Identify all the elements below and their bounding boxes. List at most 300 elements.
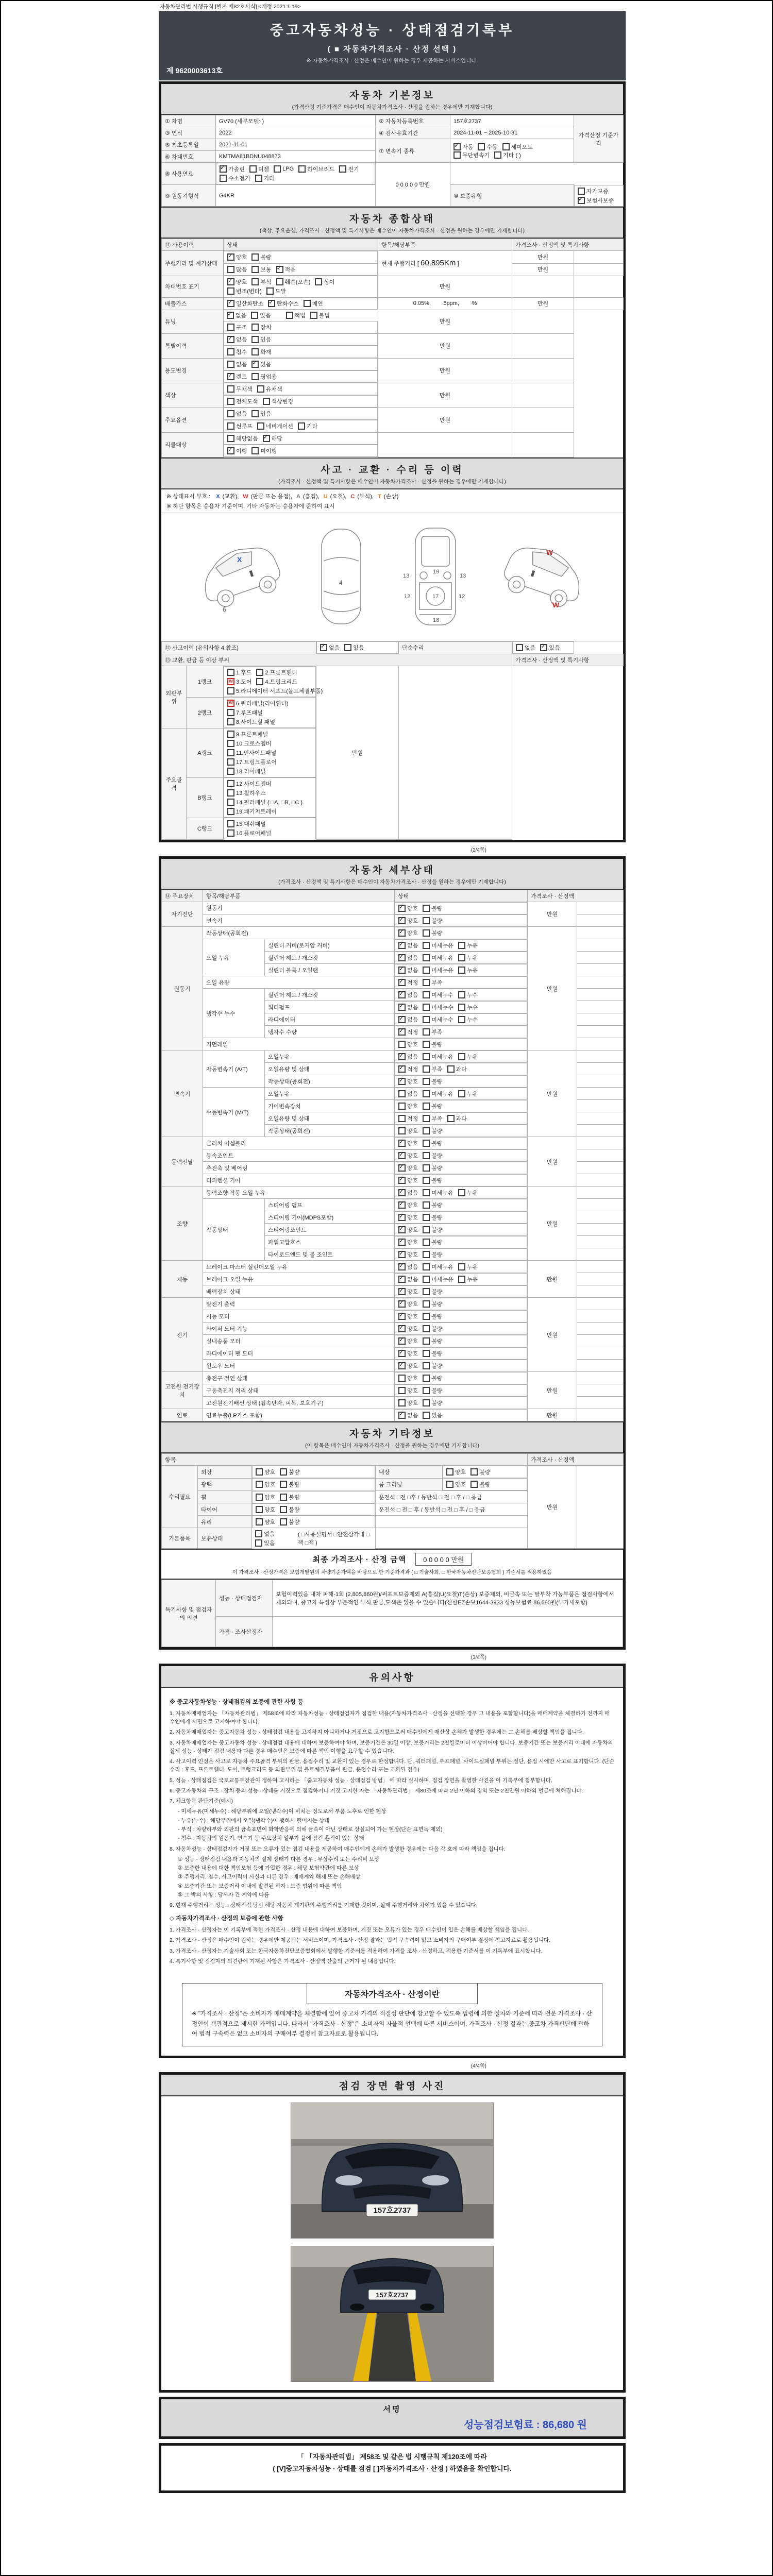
checkbox-icon xyxy=(227,820,234,827)
checkbox[interactable] xyxy=(502,143,533,151)
checkbox[interactable] xyxy=(423,1139,442,1147)
blank-cell xyxy=(577,1409,624,1421)
checkbox[interactable] xyxy=(280,1480,299,1488)
checkbox[interactable] xyxy=(227,385,253,393)
color-label: 색상 xyxy=(162,383,224,408)
checkbox-icon xyxy=(227,749,234,756)
reg-number-label: ② 자동차등록번호 xyxy=(376,115,450,127)
checkbox-checked[interactable] xyxy=(398,1275,418,1283)
checkbox-icon xyxy=(423,1350,430,1357)
checkbox-icon xyxy=(227,731,234,738)
checkbox-label: 부족 xyxy=(431,1029,443,1036)
checkbox[interactable] xyxy=(423,1028,442,1036)
checkbox-checked[interactable] xyxy=(398,1411,418,1419)
checkbox[interactable] xyxy=(423,1374,442,1382)
checkbox[interactable] xyxy=(458,1015,478,1024)
checkbox-label: 없음 xyxy=(329,645,340,651)
confirm-line-2: ( [V]중고자동차성능 · 상태를 점검 [ ]자동차가격조사 · 산정 ) 하였음을 확인합니다. xyxy=(273,2465,512,2473)
checkbox[interactable] xyxy=(423,1411,442,1419)
etc-col2: 가격조사 · 산정액 xyxy=(528,1454,624,1466)
checkbox[interactable] xyxy=(257,422,293,430)
checkbox-checked[interactable] xyxy=(398,1312,418,1320)
checkbox-label: LPG xyxy=(282,166,294,172)
checkbox-label: 수동 xyxy=(486,144,498,150)
checkbox-label: 불량 xyxy=(431,1103,443,1110)
item-label: 스티어링 펌프 xyxy=(265,1199,395,1211)
checkbox[interactable] xyxy=(220,174,250,182)
checkbox[interactable] xyxy=(227,739,271,748)
status-checks xyxy=(395,1050,527,1063)
checkbox[interactable] xyxy=(458,1263,478,1271)
checkbox-label: 누유 xyxy=(466,1276,478,1283)
checkbox-checked[interactable] xyxy=(398,1053,418,1061)
checkbox[interactable] xyxy=(251,253,271,261)
checkbox[interactable] xyxy=(423,1238,442,1246)
checkbox[interactable] xyxy=(251,335,271,344)
checkbox[interactable] xyxy=(398,1374,418,1382)
etc-title: 자동차 기타정보 xyxy=(349,1429,435,1439)
checkbox[interactable] xyxy=(458,991,478,999)
checkbox-icon xyxy=(423,1251,430,1258)
checkbox[interactable] xyxy=(423,1226,442,1234)
mark-icon: W xyxy=(227,678,234,685)
checkbox[interactable] xyxy=(458,1090,478,1098)
checkbox-checked[interactable] xyxy=(398,966,418,974)
checkbox-checked[interactable] xyxy=(251,360,271,368)
status-checks xyxy=(395,1112,527,1125)
checkbox[interactable] xyxy=(227,820,266,828)
checkbox-checked[interactable] xyxy=(227,335,247,344)
checkbox[interactable] xyxy=(423,1090,453,1098)
item-label: 연료누출(LP가스 포함) xyxy=(203,1409,395,1421)
table-row xyxy=(162,902,624,914)
checkbox-icon xyxy=(398,1226,406,1233)
item-label: 배력장치 상태 xyxy=(203,1285,395,1298)
checkbox[interactable] xyxy=(423,1399,442,1407)
checkbox[interactable] xyxy=(227,708,263,717)
checkbox[interactable] xyxy=(227,758,277,766)
checkbox[interactable] xyxy=(256,668,297,676)
checkbox[interactable] xyxy=(398,1399,418,1407)
checkbox-checked[interactable] xyxy=(540,643,560,652)
rankC-items xyxy=(224,818,316,839)
checkbox-label: 훼손(오손) xyxy=(284,279,311,285)
mark-W-box[interactable] xyxy=(227,677,251,686)
checkbox-icon xyxy=(398,1065,406,1073)
checkbox-checked[interactable] xyxy=(398,1337,418,1345)
checkbox-checked[interactable] xyxy=(398,1349,418,1358)
checkbox-checked[interactable] xyxy=(578,196,614,205)
checkbox-checked[interactable] xyxy=(398,1362,418,1370)
checkbox[interactable] xyxy=(423,917,442,925)
checkbox[interactable] xyxy=(423,1250,442,1259)
checkbox-label: 없음 xyxy=(407,1004,418,1011)
checkbox-label: 6.쿼터패널(리어휀더) xyxy=(236,701,289,707)
checkbox[interactable] xyxy=(423,1300,442,1308)
item-label: 실린더 커버(로커암 커버) xyxy=(265,939,395,952)
checkbox-checked[interactable] xyxy=(398,1015,418,1024)
item-label: 오일누유 xyxy=(265,1050,395,1063)
checkbox[interactable] xyxy=(315,278,334,286)
checkbox-checked[interactable] xyxy=(227,447,247,455)
exterior-checks xyxy=(252,1466,375,1478)
checkbox-checked[interactable] xyxy=(398,1189,418,1197)
checkbox[interactable] xyxy=(423,1003,453,1011)
checkbox[interactable] xyxy=(516,643,535,652)
checkbox-label: 양호 xyxy=(407,1338,418,1345)
checkbox-icon xyxy=(423,905,430,912)
checkbox[interactable] xyxy=(339,165,359,173)
checkbox[interactable] xyxy=(398,1114,418,1123)
item-label: 추진축 및 베어링 xyxy=(203,1162,395,1174)
checkbox[interactable] xyxy=(578,187,609,195)
checkbox[interactable] xyxy=(256,1518,275,1526)
checkbox-label: 양호 xyxy=(407,1140,418,1147)
price-cell: 만원 xyxy=(512,263,574,276)
checkbox-icon xyxy=(255,1530,262,1537)
checkbox-checked[interactable] xyxy=(398,1325,418,1333)
checkbox[interactable] xyxy=(423,1114,442,1123)
checkbox[interactable] xyxy=(423,1164,442,1172)
checkbox-icon xyxy=(398,967,406,974)
checkbox[interactable] xyxy=(423,1201,442,1209)
checkbox-label: 도말 xyxy=(275,289,287,295)
checkbox-checked[interactable] xyxy=(227,253,247,261)
checkbox[interactable] xyxy=(251,372,277,381)
checkbox[interactable] xyxy=(458,1053,478,1061)
checkbox-checked[interactable] xyxy=(320,643,340,652)
checkbox[interactable] xyxy=(227,360,247,368)
device-group-label: 자기진단 xyxy=(162,902,203,927)
checkbox[interactable] xyxy=(227,789,266,797)
checkbox[interactable] xyxy=(398,1040,418,1048)
checkbox[interactable] xyxy=(446,1480,466,1488)
checkbox[interactable] xyxy=(423,1077,442,1086)
checkbox[interactable] xyxy=(458,966,478,974)
checkbox[interactable] xyxy=(423,1040,442,1048)
checkbox-checked[interactable] xyxy=(268,299,299,308)
checkbox[interactable] xyxy=(257,385,282,393)
checkbox[interactable] xyxy=(227,798,303,806)
checkbox[interactable] xyxy=(423,978,442,987)
table-row xyxy=(162,239,624,251)
checkbox[interactable] xyxy=(423,1312,442,1320)
checkbox-label: 없음 xyxy=(264,1531,275,1537)
checkbox-checked[interactable] xyxy=(398,1300,418,1308)
checkbox-label: 매연 xyxy=(312,301,323,307)
checkbox[interactable] xyxy=(458,1189,478,1197)
checkbox-checked[interactable] xyxy=(398,991,418,999)
checkbox[interactable] xyxy=(298,165,334,173)
checkbox[interactable] xyxy=(423,1065,442,1073)
etc-col1: 항목 xyxy=(162,1454,528,1466)
checkbox-icon xyxy=(578,188,585,195)
checkbox-checked[interactable] xyxy=(398,978,418,987)
checkbox[interactable] xyxy=(494,151,521,159)
checkbox[interactable] xyxy=(251,323,271,331)
checkbox[interactable] xyxy=(280,1518,299,1526)
checkbox-icon xyxy=(251,447,259,454)
checkbox-icon xyxy=(458,1263,465,1270)
checkbox-checked[interactable] xyxy=(227,372,247,381)
checkbox[interactable] xyxy=(398,1386,418,1395)
checkbox[interactable] xyxy=(227,668,251,676)
checkbox[interactable] xyxy=(423,1176,442,1184)
checkbox-checked[interactable] xyxy=(398,1287,418,1296)
item-label: 와이퍼 모터 기능 xyxy=(203,1323,395,1335)
checkbox[interactable] xyxy=(227,397,258,405)
notice-subitem: ⑤ 그 밖의 사항 : 당사자 간 계약에 따름 xyxy=(178,1891,270,1898)
wheel-label: 휠 xyxy=(198,1491,252,1503)
checkbox[interactable] xyxy=(227,807,277,816)
checkbox-label: 불량 xyxy=(431,1289,443,1295)
checkbox[interactable] xyxy=(266,287,286,295)
blank-cell xyxy=(577,1174,624,1187)
checkbox[interactable] xyxy=(423,1337,442,1345)
checkbox-checked[interactable] xyxy=(398,941,418,950)
checkbox[interactable] xyxy=(458,1003,478,1011)
checkbox-label: 불량 xyxy=(431,1239,443,1246)
checkbox[interactable] xyxy=(280,1493,299,1501)
checkbox[interactable] xyxy=(249,165,269,173)
accident-header xyxy=(161,457,623,489)
checkbox[interactable] xyxy=(423,1213,442,1222)
checkbox[interactable] xyxy=(251,278,271,286)
checkbox-checked[interactable] xyxy=(398,1164,418,1172)
checkbox-checked[interactable] xyxy=(398,1176,418,1184)
checkbox-label: 미세누유 xyxy=(431,942,453,949)
checkbox-checked[interactable] xyxy=(453,143,473,151)
checkbox[interactable] xyxy=(256,1505,275,1514)
checkbox[interactable] xyxy=(447,1114,467,1123)
checkbox-checked[interactable] xyxy=(398,1263,418,1271)
checkbox[interactable] xyxy=(227,829,271,837)
checkbox[interactable] xyxy=(256,1493,275,1501)
checkbox[interactable] xyxy=(255,1539,275,1547)
checkbox-checked[interactable] xyxy=(398,1028,418,1036)
checkbox[interactable] xyxy=(447,1065,467,1073)
checkbox-checked[interactable] xyxy=(398,1238,418,1246)
checkbox[interactable] xyxy=(398,1127,418,1135)
checkbox-checked[interactable] xyxy=(398,1003,418,1011)
checkbox[interactable] xyxy=(251,447,277,455)
price-cell: 만원 xyxy=(528,927,577,1050)
checkbox[interactable] xyxy=(227,410,247,418)
checkbox-checked[interactable] xyxy=(398,929,418,937)
checkbox-icon xyxy=(257,422,264,430)
checkbox[interactable] xyxy=(423,954,453,962)
checkbox-checked[interactable] xyxy=(276,265,296,274)
checkbox-label: 양호 xyxy=(407,1375,418,1382)
checkbox[interactable] xyxy=(458,941,478,950)
checkbox-label: 이행 xyxy=(236,448,247,454)
checkbox-checked[interactable] xyxy=(398,1151,418,1160)
checkbox[interactable] xyxy=(227,779,271,788)
checkbox[interactable] xyxy=(423,1102,442,1110)
item-label: 스티어링 기어(MDPS포함) xyxy=(265,1211,395,1224)
checkbox[interactable] xyxy=(251,410,271,418)
checkbox[interactable] xyxy=(227,730,268,738)
checkbox-icon xyxy=(227,829,234,837)
checkbox-checked[interactable] xyxy=(398,1226,418,1234)
checkbox[interactable] xyxy=(251,265,271,274)
checkbox[interactable] xyxy=(227,767,266,775)
checkbox[interactable] xyxy=(470,1468,490,1476)
checkbox[interactable] xyxy=(478,143,497,151)
blank-cell xyxy=(577,914,624,927)
checkbox[interactable] xyxy=(286,311,306,319)
checkbox[interactable] xyxy=(280,1468,299,1476)
checkbox[interactable] xyxy=(423,1189,453,1197)
checkbox-icon xyxy=(251,324,259,331)
checkbox[interactable] xyxy=(298,422,317,430)
recall-label: 리콜대상 xyxy=(162,432,224,457)
checkbox-checked[interactable] xyxy=(398,1139,418,1147)
checkbox[interactable] xyxy=(423,1325,442,1333)
checkbox[interactable] xyxy=(423,1053,453,1061)
checkbox[interactable] xyxy=(344,643,364,652)
checkbox-label: 없음 xyxy=(236,362,247,368)
checkbox-icon xyxy=(227,780,234,787)
checkbox[interactable] xyxy=(398,1102,418,1110)
item-label: 디퍼렌셜 기어 xyxy=(203,1174,395,1187)
checkbox[interactable] xyxy=(423,1349,442,1358)
checkbox-label: 누유 xyxy=(466,1264,478,1270)
checkbox[interactable] xyxy=(458,954,478,962)
checkbox-checked[interactable] xyxy=(398,1250,418,1259)
checkbox-icon xyxy=(423,1288,430,1295)
checkbox-icon xyxy=(423,967,430,974)
checkbox-checked[interactable] xyxy=(398,1077,418,1086)
usage-label: 용도변경 xyxy=(162,358,224,383)
blank-cell xyxy=(577,1149,624,1162)
legend-code-W: W xyxy=(243,493,248,500)
checkbox[interactable] xyxy=(423,1362,442,1370)
checkbox[interactable] xyxy=(274,165,294,173)
checkbox-label: 양호 xyxy=(407,918,418,924)
checkbox-checked[interactable] xyxy=(227,278,247,286)
checkbox[interactable] xyxy=(263,397,294,405)
checkbox[interactable] xyxy=(423,1263,453,1271)
checkbox-checked[interactable] xyxy=(398,1201,418,1209)
checkbox-label: 없음 xyxy=(407,1264,418,1270)
checkbox-label: 디젤 xyxy=(258,166,270,173)
checkbox-label: 있음 xyxy=(549,645,560,651)
checkbox[interactable] xyxy=(280,1505,299,1514)
checkbox-checked[interactable] xyxy=(398,904,418,912)
checkbox-icon xyxy=(251,373,259,380)
checkbox[interactable] xyxy=(227,422,253,430)
checkbox[interactable] xyxy=(423,966,453,974)
checkbox-checked[interactable] xyxy=(220,165,245,173)
legend-codes xyxy=(212,494,398,500)
checkbox[interactable] xyxy=(310,311,330,319)
checkbox-checked[interactable] xyxy=(227,311,246,319)
item-label: 기어변속장치 xyxy=(265,1100,395,1112)
checkbox-icon xyxy=(398,1288,406,1295)
checkbox-checked[interactable] xyxy=(227,299,263,308)
checkbox-label: 불량 xyxy=(431,1128,443,1134)
page-marker-3: (3/4쪽) xyxy=(470,1655,486,1660)
checkbox[interactable] xyxy=(398,1090,418,1098)
checkbox-icon xyxy=(423,1263,430,1270)
checkbox[interactable] xyxy=(304,299,323,308)
checkbox[interactable] xyxy=(251,348,271,356)
notice-item: 4. 사고이력 인정은 사고로 자동차 주요골격 부위의 판금, 용접수리 및 교환이 있는 경우로 한정합니다. 단, 쿼터패널, 루프패널, 사이드실패널 부위는 절단, 용접 시에만 사고로 표기합니다. (단순수리 : 후드, 프론트휀더, 도어, 트렁크리드 등 외판부위 및 볼트체결부품이 판금, 용접수리 또는 교환된 경우) xyxy=(170,1758,615,1773)
checkbox-label: 11.인사이드패널 xyxy=(236,750,277,756)
checkbox[interactable] xyxy=(458,1275,478,1283)
checkbox[interactable] xyxy=(227,287,262,295)
checkbox-label: 가솔린 xyxy=(228,166,245,173)
checkbox[interactable] xyxy=(255,174,275,182)
checkbox-icon xyxy=(227,718,234,725)
basic-table xyxy=(161,115,624,207)
checkbox[interactable] xyxy=(446,1468,466,1476)
checkbox-checked[interactable] xyxy=(398,1065,418,1073)
checkbox[interactable] xyxy=(227,687,323,695)
checkbox[interactable] xyxy=(423,1287,442,1296)
checkbox[interactable] xyxy=(453,151,490,159)
checkbox[interactable] xyxy=(256,1480,275,1488)
table-row xyxy=(162,408,624,432)
checkbox-label: 없음 xyxy=(236,337,247,343)
checkbox-checked[interactable] xyxy=(398,954,418,962)
checkbox-label: 불량 xyxy=(431,1363,443,1369)
checkbox[interactable] xyxy=(423,991,453,999)
checkbox[interactable] xyxy=(423,929,442,937)
checkbox[interactable] xyxy=(251,311,271,319)
mark-W2: W xyxy=(552,600,560,609)
checkbox-label: 불량 xyxy=(431,1140,443,1147)
checkbox-label: 세미오토 xyxy=(511,144,533,150)
wheel-extra: 운전석 □전 □후 / 동반석 □ 전 □ 후 / □ 응급 xyxy=(376,1491,528,1503)
checkbox[interactable] xyxy=(227,348,247,356)
checkbox[interactable] xyxy=(423,904,442,912)
checkbox-icon xyxy=(458,1004,465,1011)
checkbox[interactable] xyxy=(256,677,297,686)
checkbox[interactable] xyxy=(227,323,247,331)
checkbox-checked[interactable] xyxy=(398,917,418,925)
checkbox[interactable] xyxy=(227,434,258,443)
checkbox-icon xyxy=(256,669,263,676)
item-label: 실린더 헤드 / 개스킷 xyxy=(265,989,395,1001)
checkbox[interactable] xyxy=(227,749,276,757)
checkbox[interactable] xyxy=(227,265,247,274)
panel-group-label: 외판부위 xyxy=(162,666,187,728)
table-row xyxy=(162,1454,624,1466)
basic-header xyxy=(161,84,623,115)
checkbox[interactable] xyxy=(276,278,311,286)
checkbox-checked[interactable] xyxy=(398,1213,418,1222)
checkbox[interactable] xyxy=(255,1530,275,1538)
checkbox[interactable] xyxy=(423,1015,453,1024)
mark-W-box[interactable] xyxy=(227,699,289,707)
item-label: 작동상태(공회전) xyxy=(265,1125,395,1137)
checkbox-label: 9.프론트패널 xyxy=(236,732,268,738)
checkbox-checked[interactable] xyxy=(263,434,282,443)
checkbox-label: 적정 xyxy=(407,1066,418,1073)
checkbox[interactable] xyxy=(423,1151,442,1160)
checkbox[interactable] xyxy=(423,941,453,950)
checkbox[interactable] xyxy=(423,1386,442,1395)
checkbox[interactable] xyxy=(423,1127,442,1135)
checkbox[interactable] xyxy=(256,1468,275,1476)
checkbox[interactable] xyxy=(227,718,275,726)
status-checks xyxy=(395,1063,527,1075)
appraiser-role: 가격 · 조사산정자 xyxy=(216,1617,273,1647)
checkbox[interactable] xyxy=(423,1275,453,1283)
checkbox[interactable] xyxy=(470,1480,490,1488)
